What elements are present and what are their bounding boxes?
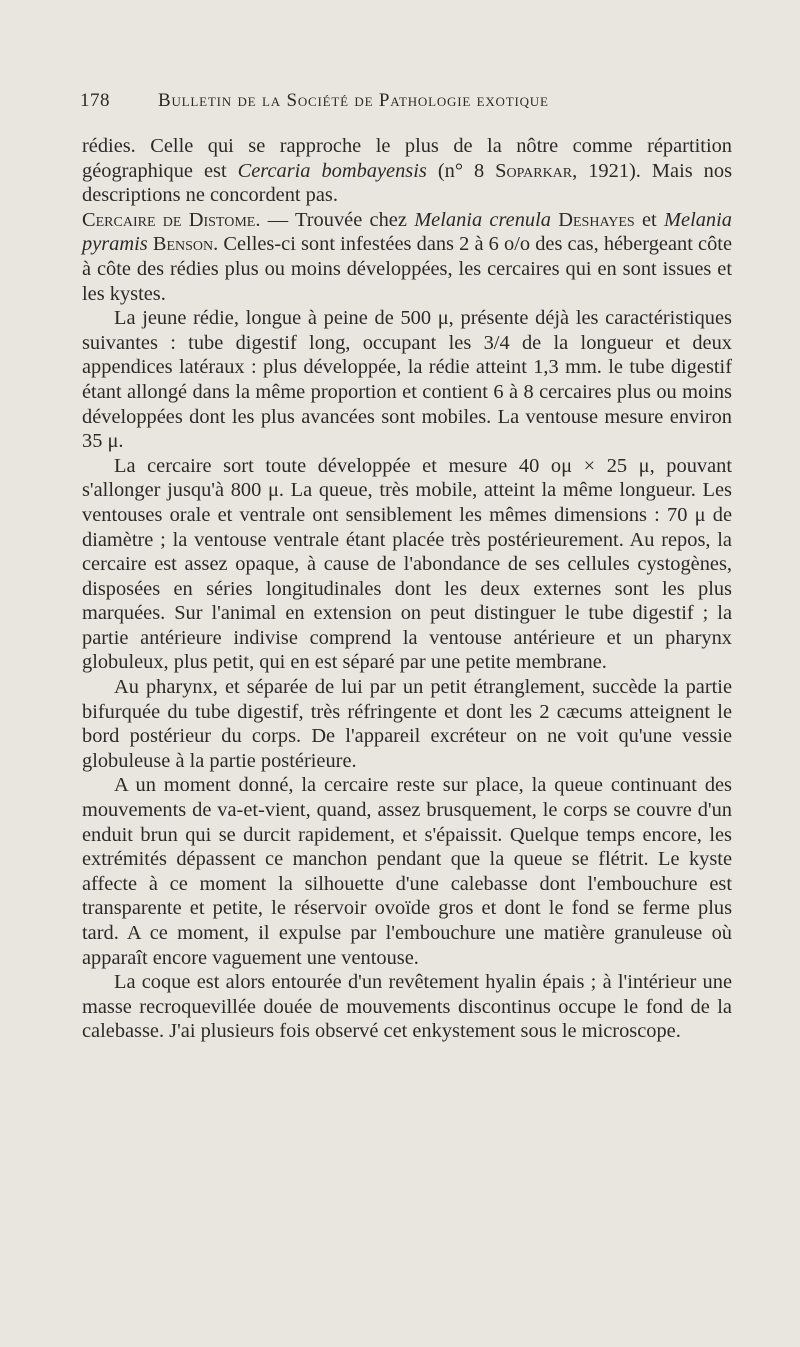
paragraph	[82, 208, 732, 306]
text-run: (n° 8	[426, 159, 496, 182]
text-run: La jeune rédie, longue à peine de 500 μ, présente déjà les caractéristiques suivantes : tube digestif long, occupant les 3/4 de la longueur et deux appendices latéraux : plus développée, la rédie atteint 1,3 mm. le tube digestif étant allongé dans la même proportion et contient 6 à 8 cercaires plus ou moins développées dont les plus avancées sont mobiles. La ventouse mesure environ 35 μ.	[82, 307, 732, 453]
journal-title: Bulletin de la Société de Pathologie exotique	[158, 90, 549, 111]
paragraph	[82, 970, 732, 1044]
small-caps-text: Cercaire de Distome	[82, 208, 256, 231]
paragraph	[82, 675, 732, 773]
text-run: Au pharynx, et séparée de lui par un petit étranglement, succède la partie bifurquée du tube digestif, très réfringente et dont les 2 cæcums atteignent le bord postérieur du corps. De l'appareil excréteur on ne voit qu'une vessie globuleuse à la partie postérieure.	[82, 676, 732, 772]
text-run: , 1921). Mais nos descriptions ne concordent pas.	[82, 159, 733, 207]
paragraph	[82, 773, 732, 970]
paragraph	[82, 134, 732, 208]
text-run: . — Trouvée chez	[255, 208, 415, 231]
italic-text: Melania crenula	[414, 208, 551, 231]
text-run: . Celles-ci sont infestées dans 2 à 6 o/o des cas, hébergeant côte à côte des rédies plus ou moins développées, les cercaires qui en sont issues et les kystes.	[82, 233, 732, 305]
italic-text: Melania pyramis	[82, 208, 732, 256]
text-run: La cercaire sort toute développée et mesure 40 oμ × 25 μ, pouvant s'allonger jusqu'à 800 μ. La queue, très mobile, atteint la même longueur. Les ventouses orale et ventrale ont sensiblement les mêmes dimensions : 70 μ de diamètre ; la ventouse ventrale étant placée très postérieurement. Au repos, la cercaire est assez opaque, à cause de l'abondance de ses cellules cystogènes, disposées en séries longitudinales dont les deux externes sont les plus marquées. Sur l'animal en extension on peut distinguer le tube digestif ; la partie antérieure indivise comprend la ventouse antérieure et un pharynx globuleux, plus petit, qui en est séparé par une petite membrane.	[82, 454, 732, 674]
small-caps-text: Benson	[152, 233, 214, 256]
running-head	[80, 90, 740, 112]
text-run: et	[634, 208, 665, 231]
page-number: 178	[80, 90, 110, 111]
text-run: rédies. Celle qui se rapproche le plus de la nôtre comme répartition géographique est	[82, 135, 732, 182]
text-run: La coque est alors entourée d'un revêtement hyalin épais ; à l'intérieur une masse recroquevillée douée de mouvements discontinus occupe le fond de la calebasse. J'ai plusieurs fois observé cet enkystement sous le microscope.	[82, 971, 732, 1043]
article-body	[82, 134, 732, 1044]
paragraph	[82, 454, 732, 675]
paragraph	[82, 306, 732, 454]
text-run: A un moment donné, la cercaire reste sur place, la queue continuant des mouvements de va-et-vient, quand, assez brusquement, le corps se couvre d'un enduit brun qui se durcit rapidement, et s'épaissit. Quelque temps encore, les extrémités dépassent ce manchon pendant que la queue se flétrit. Le kyste affecte à ce moment la silhouette d'une calebasse dont l'embouchure est transparente et petite, le réservoir ovoïde gros et dont le fond se ferme plus tard. A ce moment, il expulse par l'embouchure une matière granuleuse où apparaît encore vaguement une ventouse.	[82, 774, 732, 969]
small-caps-text: Deshayes	[558, 208, 635, 231]
small-caps-text: Soparkar	[495, 159, 573, 182]
italic-text: Cercaria bombayensis	[237, 159, 427, 182]
